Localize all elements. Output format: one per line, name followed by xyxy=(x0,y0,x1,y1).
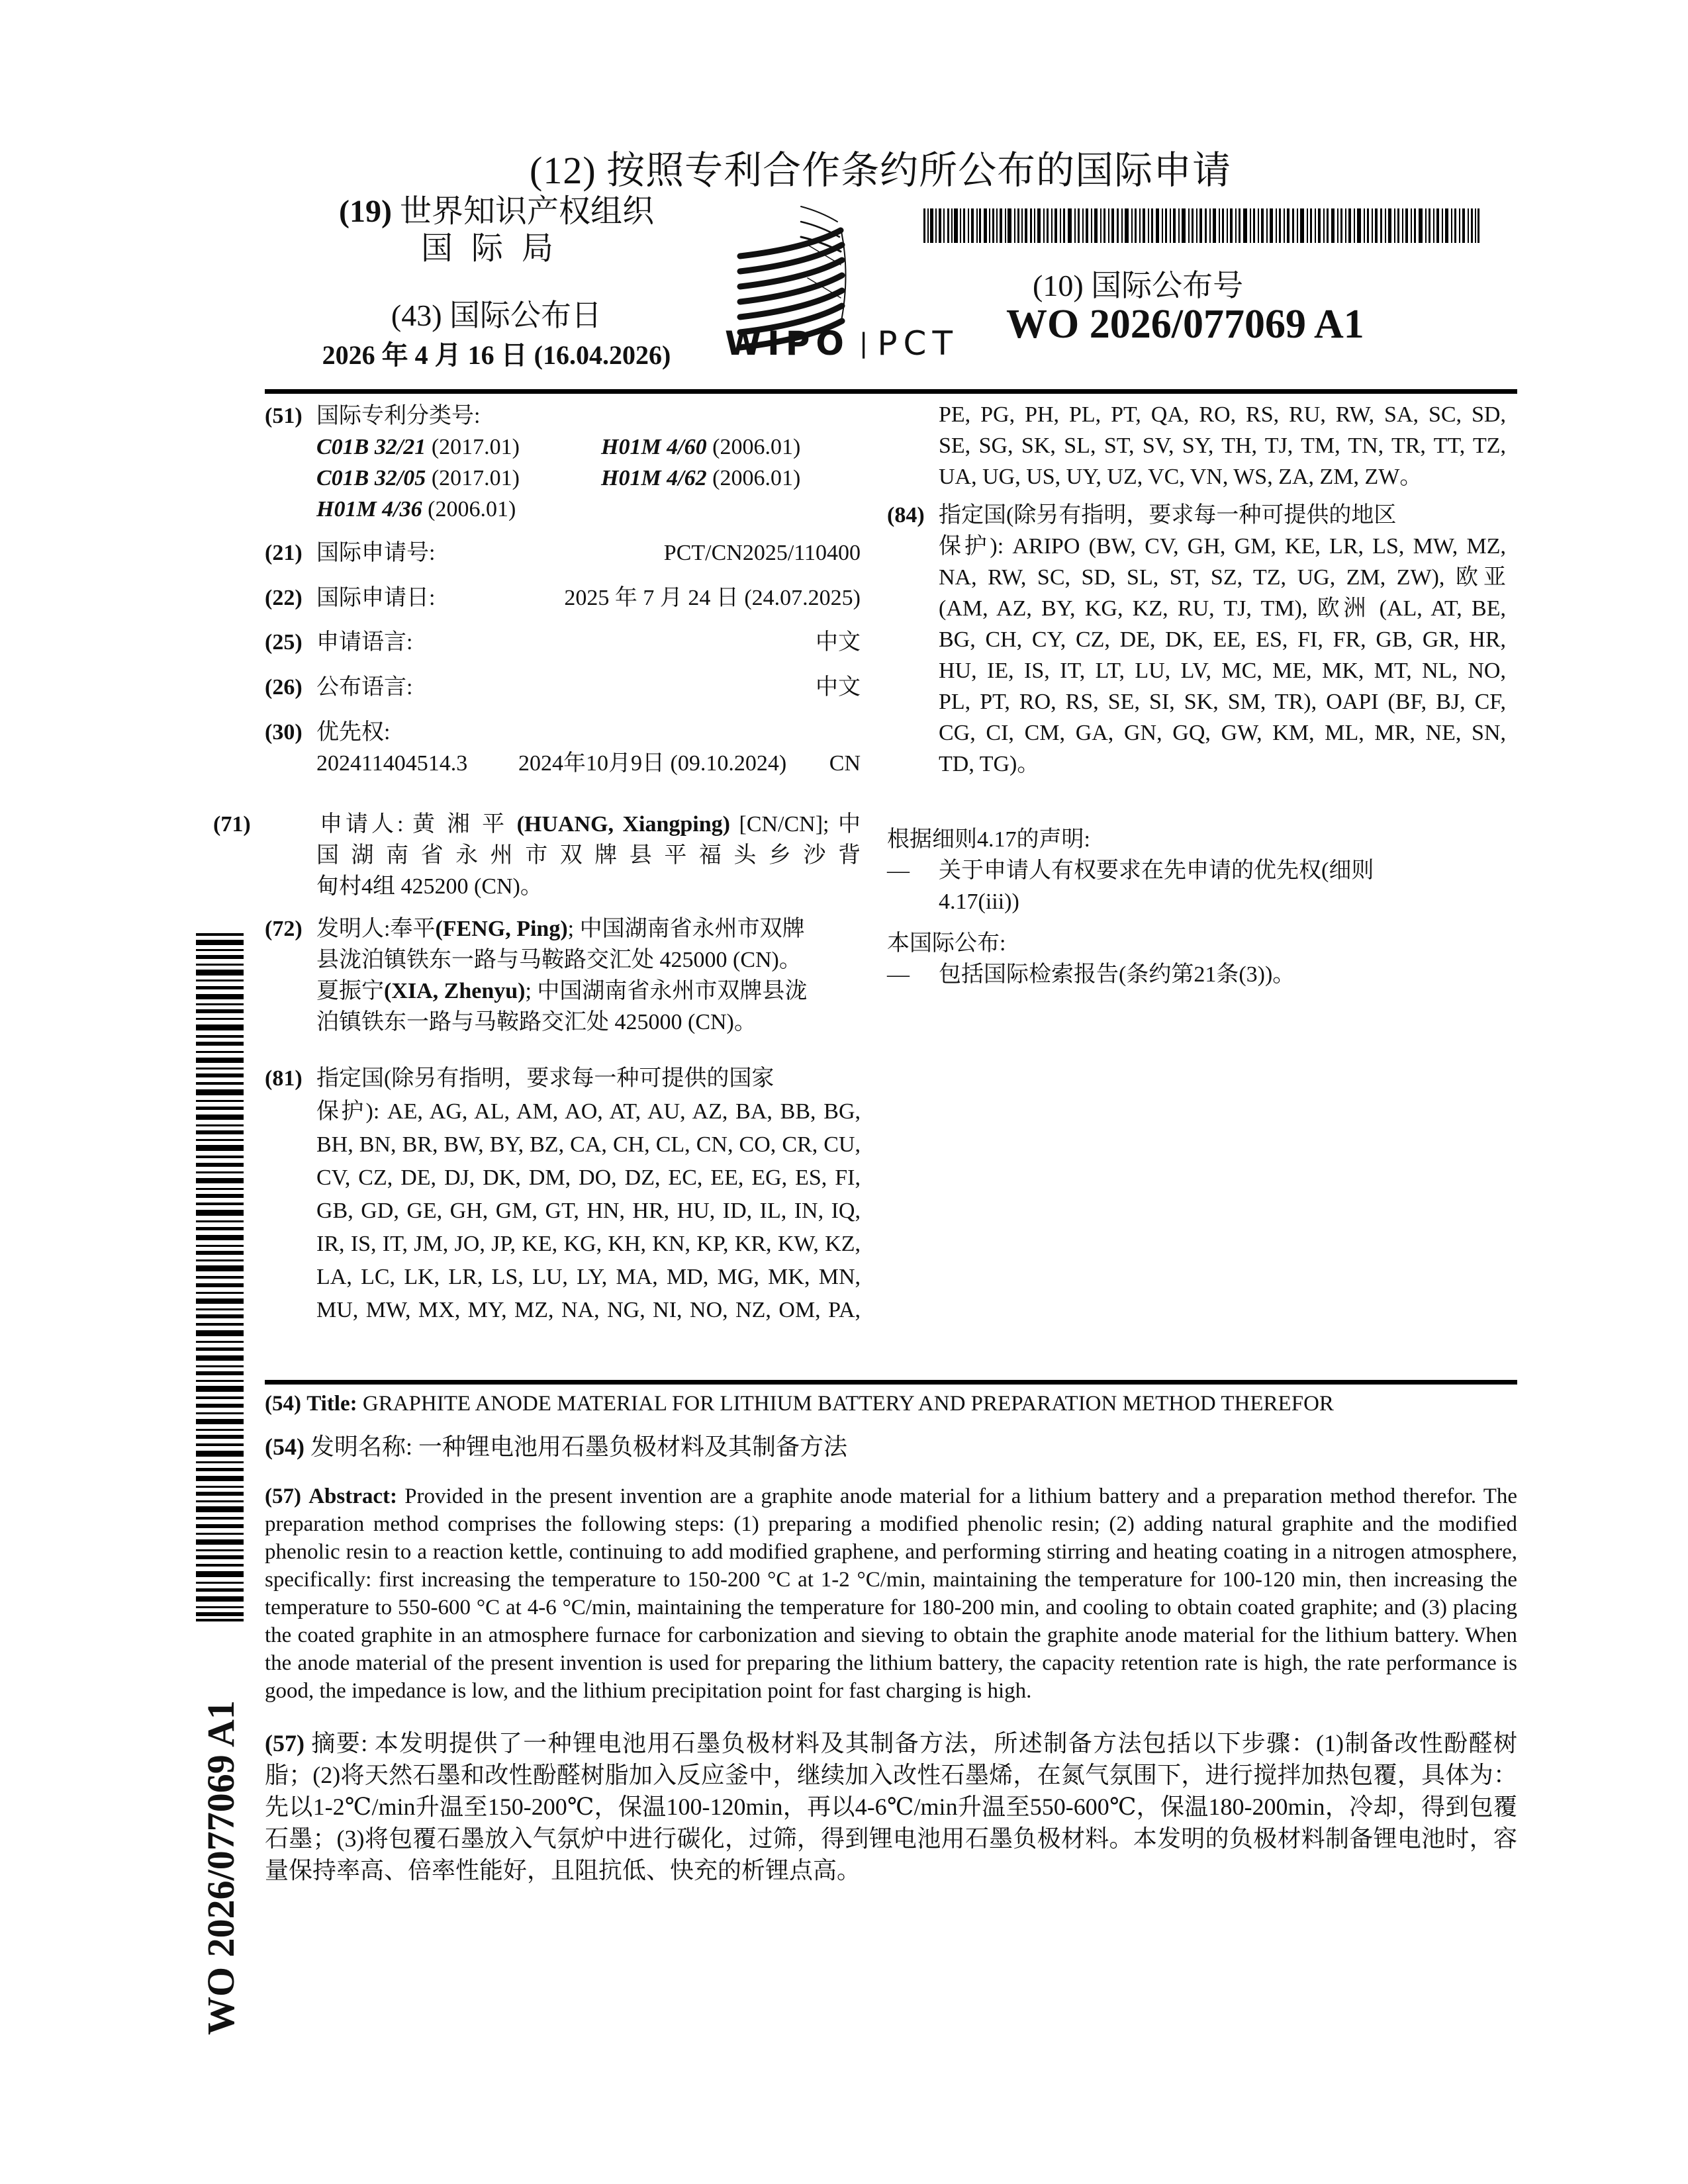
published-heading: 本国际公布: xyxy=(887,931,1006,956)
org-bureau: 国际局 xyxy=(420,231,572,266)
published-with: 本国际公布: — 包括国际检索报告(条约第21条(3))。 xyxy=(887,928,1506,990)
ipc-code: C01B 32/21 xyxy=(316,435,426,459)
ipc-code: C01B 32/05 xyxy=(316,466,426,490)
inventor-name-zh: 夏振宁 xyxy=(316,979,384,1003)
abstract-en-text: Provided in the present invention are a graphite anode material for a lithium battery and a preparation method therefor. The preparation method comprises the following steps: (1) preparing a modified phenolic resin; (2) adding natural graphite and the modified phenolic resin to a reaction kettle, continuing to add modified graphene, and performing stirring and heating coating in a nitrogen atmosphere, specifically: first increasing the temperature to 150-200 °C at 1-2 °C/min, maintaining the temperature for 100-120 min, then increasing the temperature to 550-600 °C at 4-6 °C/min, maintaining the temperature for 180-200 min, and cooling to obtain coated graphite; and (3) placing the coated graphite in an atmosphere furnace for carbonization and sieving to obtain the graphite anode material for the lithium battery. When the anode material of the present invention is used for preparing the lithium battery, the capacity retention rate is high, the rate performance is good, the impedance is low, and the lithium precipitation point for fast charging is high. xyxy=(265,1484,1518,1703)
wipo-pct-wordmark: WIPO | PCT xyxy=(725,324,959,363)
applicant-name-en: (HUANG, Xiangping) xyxy=(516,812,730,837)
org-field-number: (19) xyxy=(339,194,392,229)
filing-date: 2025 年 7 月 24 日 (24.07.2025) xyxy=(564,586,861,610)
applicant-name-zh: 黄 湘 平 xyxy=(412,812,508,837)
dash-bullet: — xyxy=(887,858,910,883)
org-name: 世界知识产权组织 xyxy=(399,194,654,229)
publication-date: 2026 年 4 月 16 日 (16.04.2026) xyxy=(322,340,671,370)
publication-language: 中文 xyxy=(816,675,861,700)
field-84-regional-designations: (84) 指定国(除另有指明，要求每一种可提供的地区 保护): ARIPO (BW, CV, GH, GM, KE, LR, LS, MW, MZ, NA, RW, SC, SD, SL, ST, SZ, TZ, UG, ZM, ZW), 欧亚 (AM, AZ, BY, KG, KZ, RU, TJ, TM), 欧洲 (AL, AT, BE, BG, CH, CY, CZ, DE, DK, EE, ES, FI, FR, GB, GR, HR, HU, IE, IS, IT, LT, LU, LV, MC, ME, MK, MT, NL, NO, PL, PT, RO, RS, SE, SI, SK, SM, TR), OAPI (BF, BJ, CF, CG, CI, CM, GA, GN, GQ, GW, KM, ML, MR, NE, SN, TD, TG)。 xyxy=(887,503,1506,776)
header-divider xyxy=(265,389,1517,394)
abstract-en: (57) Abstract: Provided in the present invention are a graphite anode material for a lithium battery and a preparation method therefor. The preparation method comprises the following steps: (1) preparing a modified phenolic resin; (2) adding natural graphite and the modified phenolic resin to a reaction kettle, continuing to add modified graphene, and performing stirring and heating coating in a nitrogen atmosphere, specifically: first increasing the temperature to 150-200 °C at 1-2 °C/min, maintaining the temperature for 100-120 min, then increasing the temperature to 550-600 °C at 4-6 °C/min, maintaining the temperature for 180-200 min, and cooling to obtain coated graphite; and (3) placing the coated graphite in an atmosphere furnace for carbonization and sieving to obtain the graphite anode material for the lithium battery. When the anode material of the present invention is used for preparing the lithium battery, the capacity retention rate is high, the rate performance is good, the impedance is low, and the lithium precipitation point for fast charging is high. xyxy=(265,1484,1518,1703)
filing-language: 中文 xyxy=(816,630,861,655)
field-22-filing-date: (22) 国际申请日: 2025 年 7 月 24 日 (24.07.2025) xyxy=(265,582,861,614)
field-72-inventors: (72) 发明人:奉平(FENG, Ping); 中国湖南省永州市双牌 县泷泊镇铁东一路与马鞍路交汇处 425000 (CN)。 夏振宁(XIA, Zhenyu); 中国湖南省永州市双牌县泷 泊镇铁东一路与马鞍路交汇处 425000 (CN)。 xyxy=(265,917,808,1034)
publication-date-label: (43) 国际公布日 xyxy=(391,298,602,332)
field-26-publication-language: (26) 公布语言: 中文 xyxy=(265,672,861,703)
field-81-designated-states: (81) 指定国(除另有指明，要求每一种可提供的国家 保护): AE, AG, AL, AM, AO, AT, AU, AZ, BA, BB, BG, BH, BN, BR, BW, BY, BZ, CA, CH, CL, CN, CO, CR, CU, CV, CZ, DE, DJ, DK, DM, DO, DZ, EC, EE, EG, ES, FI, GB, GD, GE, GH, GM, GT, HN, HR, HU, ID, IL, IN, IQ, IR, IS, IT, JM, JO, JP, KE, KG, KH, KN, KP, KR, KW, KZ, LA, LC, LK, LR, LS, LU, LY, MA, MD, MG, MK, MN, MU, MW, MX, MY, MZ, NA, NG, NI, NO, NZ, OM, PA, xyxy=(265,1066,861,1322)
publication-number-label: (10) 国际公布号 xyxy=(1033,269,1244,302)
title-en-text: GRAPHITE ANODE MATERIAL FOR LITHIUM BATTERY AND PREPARATION METHOD THEREFOR xyxy=(362,1392,1334,1416)
inventor-name-en: (FENG, Ping) xyxy=(435,917,568,941)
rule-4-17-declarations: 根据细则4.17的声明: — 关于申请人有权要求在先申请的优先权(细则 4.17(iii)) xyxy=(887,824,1506,917)
issuing-organization xyxy=(311,193,682,267)
priority-country: CN xyxy=(829,751,861,776)
title-zh-text: 一种锂电池用石墨负极材料及其制备方法 xyxy=(418,1433,848,1460)
priority-app-number: 202411404514.3 xyxy=(316,751,468,776)
field-51-ipc: (51) 国际专利分类号: C01B 32/21 (2017.01) H01M 4/60 (2006.01) C01B 32/05 (2017.01) H01M 4/62 (2006.01) H01M 4/36 (2006.01) xyxy=(265,404,801,522)
ipc-code: H01M 4/36 xyxy=(316,497,422,522)
vertical-publication-number: WO 2026/077069 A1 xyxy=(199,1700,242,2035)
field-25-filing-language: (25) 申请语言: 中文 xyxy=(265,627,861,658)
abstract-divider xyxy=(265,1380,1517,1385)
title-en: (54) Title: GRAPHITE ANODE MATERIAL FOR LITHIUM BATTERY AND PREPARATION METHOD THEREFOR xyxy=(265,1392,1334,1416)
dash-bullet: — xyxy=(887,962,910,987)
declarations-heading: 根据细则4.17的声明: xyxy=(887,827,1090,852)
ipc-code: H01M 4/60 xyxy=(601,435,707,459)
field-71-applicant: (71) 申请人: 黄 湘 平 (HUANG, Xiangping) [CN/CN]; 中 国 湖 南 省 永 州 市 双 牌 县 平 福 头 乡 沙 背 甸村4组 425200 (CN)。 xyxy=(213,812,861,899)
field-21-application-number: (21) 国际申请号: PCT/CN2025/110400 xyxy=(265,537,861,569)
ipc-code: H01M 4/62 xyxy=(601,466,707,490)
abstract-zh-text: 本发明提供了一种锂电池用石墨负极材料及其制备方法，所述制备方法包括以下步骤：(1)制备改性酚醛树脂；(2)将天然石墨和改性酚醛树脂加入反应釜中，继续加入改性石墨烯，在氮气氛围下，进行搅拌加热包覆，具体为：先以1-2℃/min升温至150-200℃，保温100-120min，再以4-6℃/min升温至550-600℃，保温180-200min，冷却，得到包覆石墨；(3)将包覆石墨放入气氛炉中进行碳化，过筛，得到锂电池用石墨负极材料。本发明的负极材料制备锂电池时，容量保持率高、倍率性能好，且阻抗低、快充的析锂点高。 xyxy=(265,1730,1518,1884)
document-kind-heading: (12) 按照专利合作条约所公布的国际申请 xyxy=(530,149,1232,192)
field-30-priority: (30) 优先权: 202411404514.3 2024年10月9日 (09.10.2024) CN xyxy=(265,717,861,779)
inventor-name-zh: 奉平 xyxy=(390,917,436,941)
abstract-zh: (57) 摘要: 本发明提供了一种锂电池用石墨负极材料及其制备方法，所述制备方法包括以下步骤：(1)制备改性酚醛树脂；(2)将天然石墨和改性酚醛树脂加入反应釜中，继续加入改性石墨烯，在氮气氛围下，进行搅拌加热包覆，具体为：先以1-2℃/min升温至150-200℃，保温100-120min，再以4-6℃/min升温至550-600℃，保温180-200min，冷却，得到包覆石墨；(3)将包覆石墨放入气氛炉中进行碳化，过筛，得到锂电池用石墨负极材料。本发明的负极材料制备锂电池时，容量保持率高、倍率性能好，且阻抗低、快充的析锂点高。 xyxy=(265,1730,1518,1884)
priority-date: 2024年10月9日 (09.10.2024) xyxy=(518,751,787,776)
application-number: PCT/CN2025/110400 xyxy=(663,541,861,565)
title-zh: (54) 发明名称: 一种锂电池用石墨负极材料及其制备方法 xyxy=(265,1433,848,1460)
publication-number: WO 2026/077069 A1 xyxy=(1006,302,1364,347)
barcode-icon xyxy=(923,208,1479,243)
vertical-barcode-icon xyxy=(196,933,244,1621)
field-81-continued: PE, PG, PH, PL, PT, QA, RO, RS, RU, RW, SA, SC, SD, SE, SG, SK, SL, ST, SV, SY, TH, TJ, TM, TN, TR, TT, TZ, UA, UG, US, UY, UZ, VC, VN, WS, ZA, ZM, ZW。 xyxy=(939,402,1506,489)
inventor-name-en: (XIA, Zhenyu) xyxy=(384,979,526,1003)
